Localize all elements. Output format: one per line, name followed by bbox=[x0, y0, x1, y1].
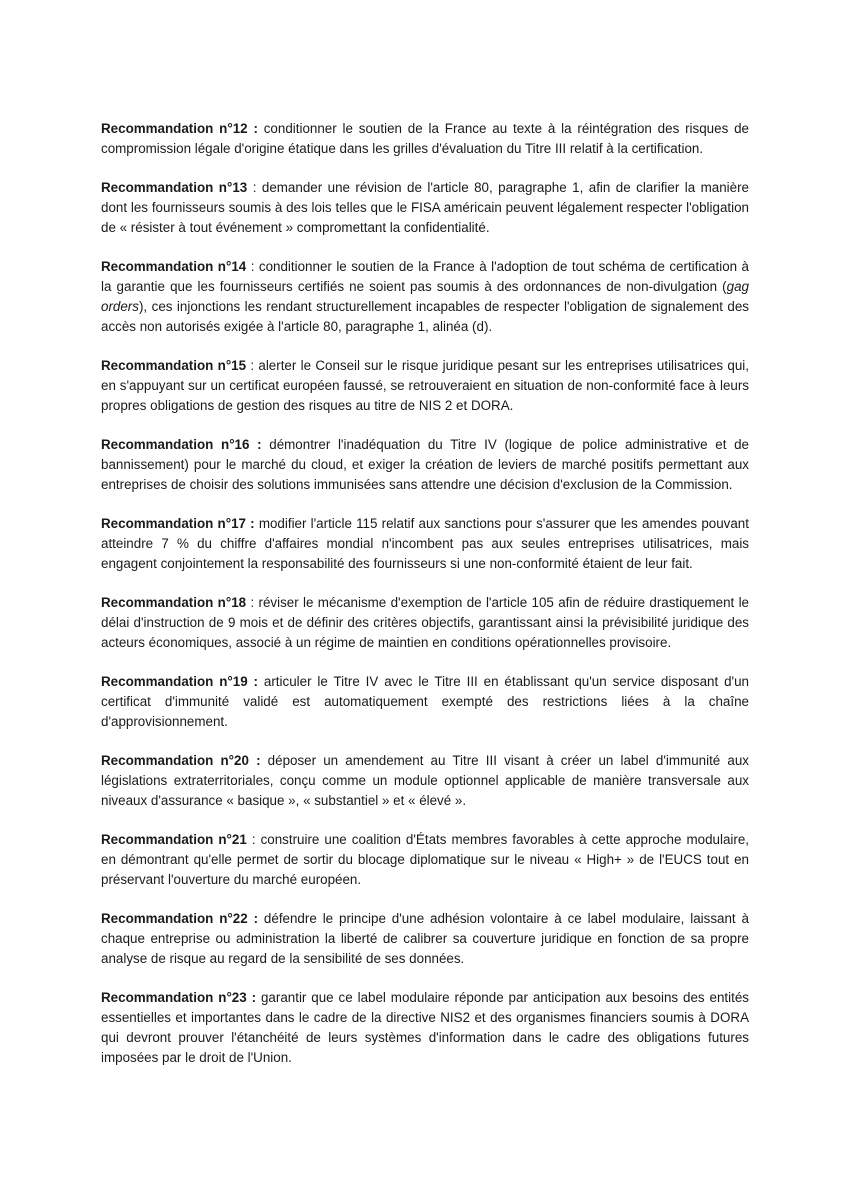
recommendation-label: Recommandation n°20 : bbox=[101, 753, 261, 768]
recommendation-label: Recommandation n°15 bbox=[101, 358, 247, 373]
recommendation-paragraph bbox=[101, 257, 749, 337]
recommendation-text: conditionner le soutien de la France au texte à la réintégration des risques de compromission légale d'origine étatique dans les grilles d'évaluation du Titre III relatif à la certification. bbox=[101, 121, 749, 156]
recommendation-paragraph bbox=[101, 514, 749, 574]
recommendation-text: déposer un amendement au Titre III visant à créer un label d'immunité aux législations extraterritoriales, conçu comme un module optionnel applicable de manière transversale aux niveaux d'assurance « basique », « substantiel » et « élevé ». bbox=[101, 753, 749, 808]
recommendation-paragraph bbox=[101, 178, 749, 238]
recommendation-text: : alerter le Conseil sur le risque juridique pesant sur les entreprises utilisatrices qui, en s'appuyant sur un certificat européen faussé, se retrouveraient en situation de non-conformité face à leurs propres obligations de gestion des risques au titre de NIS 2 et DORA. bbox=[101, 358, 750, 413]
recommendation-text: modifier l'article 115 relatif aux sanctions pour s'assurer que les amendes pouvant atteindre 7 % du chiffre d'affaires mondial n'incombent pas aux seules entreprises utilisatrices, mais engagent conjointement la responsabilité des fournisseurs si une non-conformité étaient de leur fait. bbox=[101, 516, 749, 571]
recommendation-italic-term: gag orders bbox=[101, 279, 749, 314]
recommendation-text: démontrer l'inadéquation du Titre IV (logique de police administrative et de bannissement) pour le marché du cloud, et exiger la création de leviers de marché positifs permettant aux entreprises de choisir des solutions immunisées sans attendre une décision d'exclusion de la Commission. bbox=[101, 437, 749, 492]
recommendation-text: défendre le principe d'une adhésion volontaire à ce label modulaire, laissant à chaque entreprise ou administration la liberté de calibrer sa couverture juridique en fonction de sa propre analyse de risque au regard de la sensibilité de ses données. bbox=[101, 911, 749, 966]
recommendation-label: Recommandation n°14 bbox=[101, 259, 247, 274]
recommendation-label: Recommandation n°21 bbox=[101, 832, 247, 847]
recommendation-text: garantir que ce label modulaire réponde par anticipation aux besoins des entités essentielles et importantes dans le cadre de la directive NIS2 et des organismes financiers soumis à DORA qui devront prouver l'étanchéité de leurs systèmes d'information dans le cadre des obligations futures imposées par le droit de l'Union. bbox=[101, 990, 749, 1065]
recommendation-label: Recommandation n°17 : bbox=[101, 516, 255, 531]
recommendation-label: Recommandation n°12 : bbox=[101, 121, 258, 136]
recommendation-text: : construire une coalition d'États membres favorables à cette approche modulaire, en démontrant qu'elle permet de sortir du blocage diplomatique sur le niveau « High+ » de l'EUCS tout en préservant l'ouverture du marché européen. bbox=[101, 832, 749, 887]
recommendation-paragraph bbox=[101, 593, 749, 653]
recommendation-label: Recommandation n°22 : bbox=[101, 911, 259, 926]
recommendation-paragraph bbox=[101, 909, 749, 969]
recommendation-paragraph bbox=[101, 356, 749, 416]
recommendation-text: ), ces injonctions les rendant structurellement incapables de respecter l'obligation de signalement des accès non autorisés exigée à l'article 80, paragraphe 1, alinéa (d). bbox=[101, 299, 749, 334]
recommendation-paragraph bbox=[101, 672, 749, 732]
recommendation-label: Recommandation n°16 : bbox=[101, 437, 262, 452]
recommendation-paragraph bbox=[101, 988, 749, 1068]
recommendation-label: Recommandation n°13 bbox=[101, 180, 248, 195]
document-page bbox=[101, 119, 749, 1087]
recommendation-paragraph bbox=[101, 435, 749, 495]
recommendation-paragraph bbox=[101, 751, 749, 811]
recommendation-label: Recommandation n°18 bbox=[101, 595, 247, 610]
recommendation-text: : demander une révision de l'article 80, paragraphe 1, afin de clarifier la manière dont les fournisseurs soumis à des lois telles que le FISA américain peuvent légalement respecter l'obligation de « résister à tout événement » compromettant la confidentialité. bbox=[101, 180, 750, 235]
recommendation-text: articuler le Titre IV avec le Titre III en établissant qu'un service disposant d'un certificat d'immunité validé est automatiquement exempté des restrictions liées à la chaîne d'approvisionnement. bbox=[101, 674, 749, 729]
recommendation-label: Recommandation n°23 : bbox=[101, 990, 257, 1005]
recommendation-paragraph bbox=[101, 830, 749, 890]
recommendation-text: : réviser le mécanisme d'exemption de l'article 105 afin de réduire drastiquement le délai d'instruction de 9 mois et de définir des critères objectifs, garantissant ainsi la prévisibilité juridique des acteurs économiques, associé à un régime de maintien en conditions opérationnelles provisoire. bbox=[101, 595, 749, 650]
recommendation-label: Recommandation n°19 : bbox=[101, 674, 259, 689]
recommendation-text: : conditionner le soutien de la France à l'adoption de tout schéma de certification à la garantie que les fournisseurs certifiés ne soient pas soumis à des ordonnances de non-divulgation ( bbox=[101, 259, 749, 294]
recommendation-paragraph bbox=[101, 119, 749, 159]
